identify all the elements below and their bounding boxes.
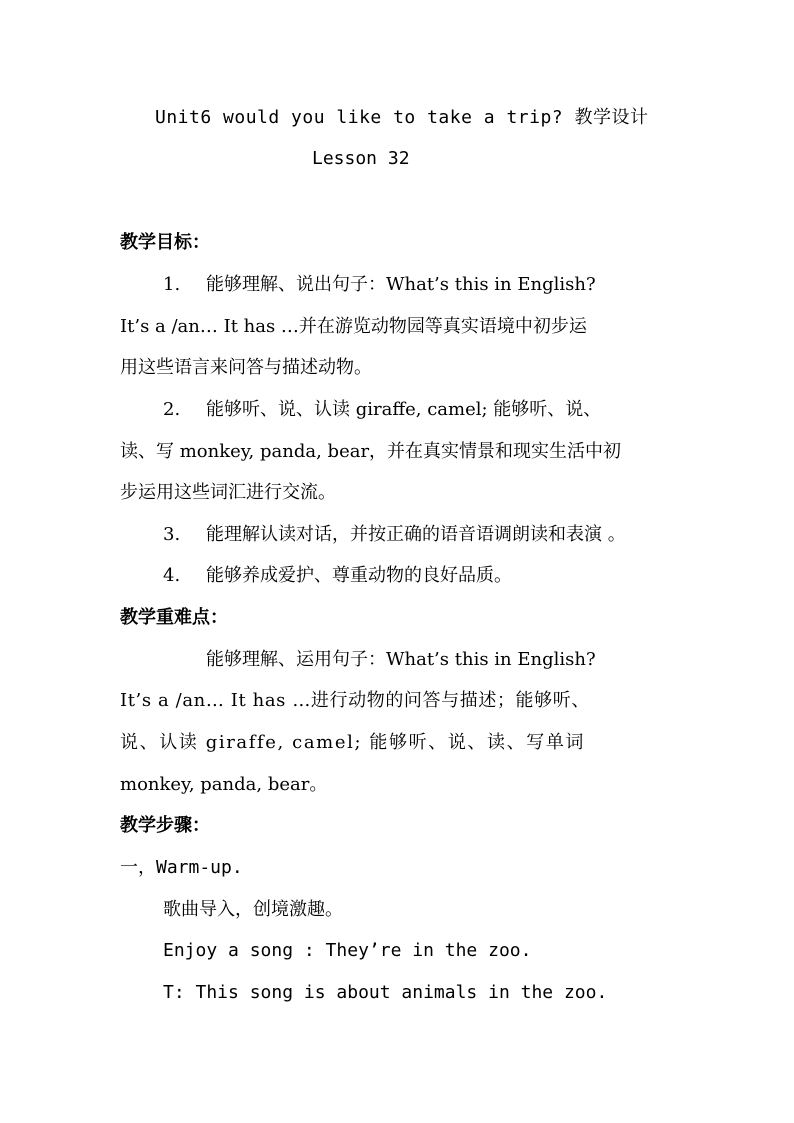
objective-item-3-number: 3. (163, 524, 181, 545)
objective-item-1-number: 1. (163, 274, 181, 295)
objective-item-2-line-2: 读、写 monkey, panda, bear，并在真实情景和现实生活中初 (120, 441, 622, 462)
step-1-title: 一，Warm-up. (120, 857, 243, 878)
steps-heading: 教学步骤： (120, 815, 210, 836)
step-1-line-3: T: This song is about animals in the zoo. (163, 982, 608, 1003)
key-points-line-4: monkey, panda, bear。 (120, 774, 328, 795)
objective-item-2-line-1: 能够听、说、认读 giraffe, camel; 能够听、说、 (206, 399, 602, 420)
objective-item-1-line-1: 能够理解、说出句子：What’s this in English? (206, 274, 596, 295)
lesson-subtitle: Lesson 32 (312, 148, 410, 169)
key-points-heading: 教学重难点： (120, 607, 228, 628)
document-title: Unit6 would you like to take a trip? 教学设计 (155, 107, 649, 128)
objectives-heading: 教学目标： (120, 232, 210, 253)
key-points-line-3: 说、认读 giraffe, camel; 能够听、说、读、写单词 (120, 732, 586, 753)
step-1-line-1: 歌曲导入，创境激趣。 (163, 899, 343, 920)
objective-item-4-number: 4. (163, 565, 181, 586)
objective-item-4-line-1: 能够养成爱护、尊重动物的良好品质。 (206, 565, 512, 586)
key-points-line-2: It’s a /an… It has …进行动物的问答与描述；能够听、 (120, 690, 590, 711)
objective-item-2-number: 2. (163, 399, 181, 420)
objective-item-1-line-3: 用这些语言来问答与描述动物。 (120, 357, 372, 378)
objective-item-2-line-3: 步运用这些词汇进行交流。 (120, 482, 336, 503)
objective-item-3-line-1: 能理解认读对话，并按正确的语音语调朗读和表演 。 (206, 524, 626, 545)
objective-item-1-line-2: It’s a /an… It has …并在游览动物园等真实语境中初步运 (120, 316, 587, 337)
key-points-line-1: 能够理解、运用句子：What’s this in English? (206, 649, 596, 670)
step-1-line-2: Enjoy a song : They’re in the zoo. (163, 940, 532, 961)
